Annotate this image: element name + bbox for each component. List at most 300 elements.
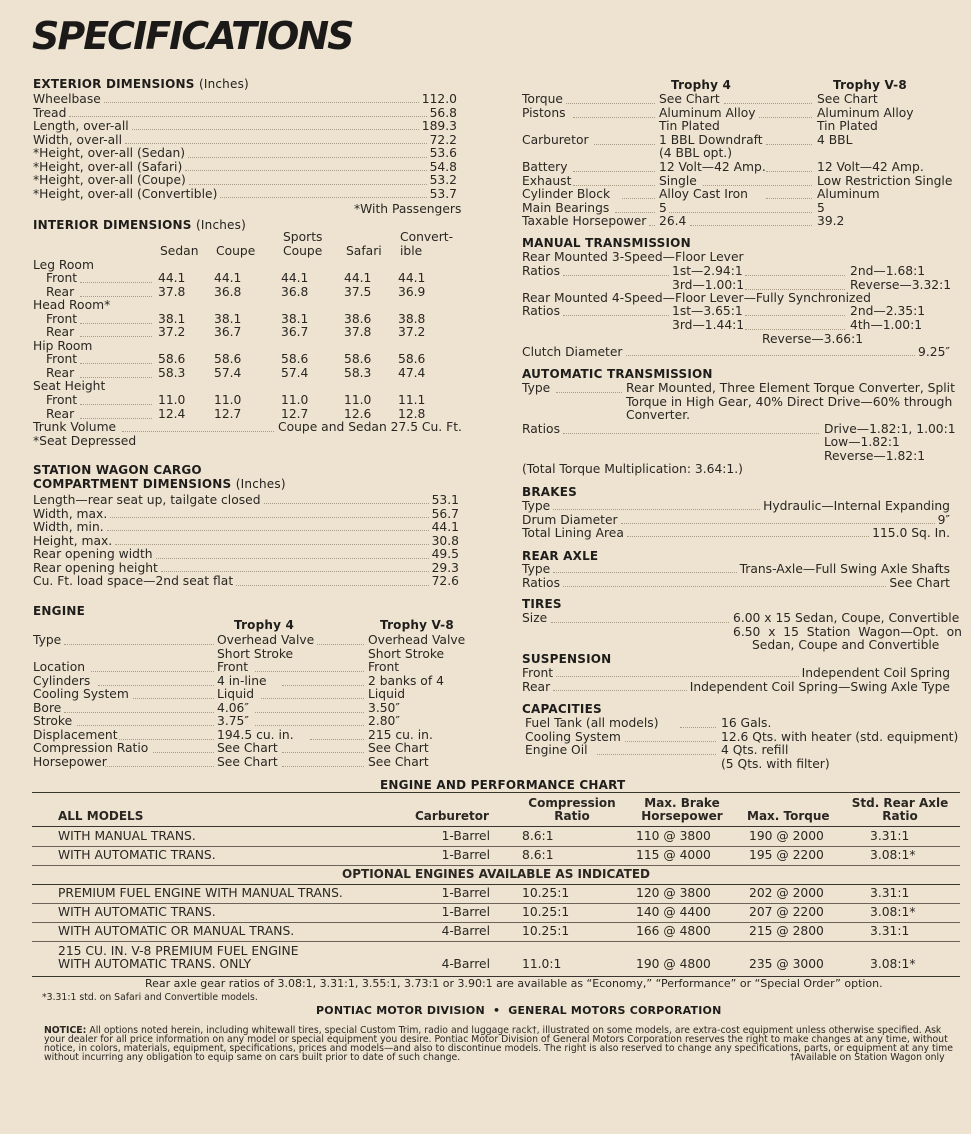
suspension-row-leader bbox=[556, 667, 799, 677]
chart-row bbox=[32, 827, 960, 846]
chart-row bbox=[32, 884, 960, 903]
right-engine-row-label: Torque bbox=[522, 92, 563, 106]
interior-cell: 37.8 bbox=[158, 284, 186, 299]
rear-axle-row-label: Ratios bbox=[522, 575, 560, 590]
interior-row-label: Front bbox=[46, 271, 78, 286]
right-engine-trophyv8-value: Tin Plated bbox=[817, 119, 878, 134]
right-engine-trophy4-value: 12 Volt—42 Amp. bbox=[659, 160, 766, 174]
engine-trophy4-value: Front bbox=[217, 660, 249, 675]
exterior-row-leader bbox=[132, 120, 419, 130]
interior-row-label: Rear bbox=[46, 406, 75, 421]
interior-cell: 11.0 bbox=[214, 393, 242, 407]
engine-leader bbox=[317, 644, 364, 645]
interior-heading: INTERIOR DIMENSIONS (Inches) bbox=[33, 218, 246, 232]
exterior-row bbox=[33, 161, 457, 174]
right-engine-row-label: Main Bearings bbox=[522, 200, 610, 215]
right-engine-trophy4-value: 1 BBL Downdraft bbox=[659, 132, 763, 147]
cargo-row-label: Rear opening height bbox=[33, 560, 158, 575]
right-engine-leader bbox=[759, 117, 812, 118]
notice-l4-right: †Available on Station Wagon only bbox=[790, 1052, 945, 1063]
interior-cell: 37.2 bbox=[398, 325, 426, 340]
chart-title: ENGINE AND PERFORMANCE CHART bbox=[380, 778, 626, 792]
manual-heading: MANUAL TRANSMISSION bbox=[522, 236, 691, 250]
exterior-row-label: Length, over-all bbox=[33, 119, 129, 134]
interior-leader bbox=[80, 323, 152, 324]
tires-heading: TIRES bbox=[522, 597, 562, 611]
clutch-diameter-row: Clutch Diameter 9.25″ bbox=[522, 345, 950, 359]
engine-leader bbox=[310, 739, 364, 740]
rear-axle-row-leader bbox=[563, 577, 886, 587]
interior-cell: 38.1 bbox=[214, 311, 242, 326]
chart-cell-torque: 202 @ 2000 bbox=[749, 886, 824, 900]
manual-r3-1st: 1st—2.94:1 bbox=[672, 264, 743, 278]
suspension-heading: SUSPENSION bbox=[522, 652, 612, 666]
capacity-value: 4 Qts. refill bbox=[721, 743, 789, 758]
right-engine-trophy4-value: 26.4 bbox=[659, 214, 687, 229]
exterior-row-value: 112.0 bbox=[421, 92, 457, 106]
right-engine-trophy4-value: (4 BBL opt.) bbox=[659, 146, 733, 161]
chart-header-compression: Compression Ratio bbox=[528, 796, 616, 823]
notice-l4: without incurring any obligation to equip same on cars built prior to date of such change. bbox=[44, 1052, 461, 1063]
interior-row-label: Rear bbox=[46, 325, 75, 340]
chart-cell-carb: 4-Barrel bbox=[441, 957, 490, 971]
chart-row-model: PREMIUM FUEL ENGINE WITH MANUAL TRANS. bbox=[58, 886, 343, 900]
interior-cell: 58.6 bbox=[281, 352, 309, 367]
right-engine-trophy4-value: Single bbox=[659, 173, 697, 188]
suspension-row-label: Front bbox=[522, 666, 554, 680]
right-engine-trophy4-value: 5 bbox=[659, 200, 667, 215]
manual-r4-rev: Reverse—3.66:1 bbox=[762, 332, 864, 346]
manual-r4-4th: 4th—1.00:1 bbox=[850, 318, 923, 332]
engine-row-label: Type bbox=[33, 633, 62, 647]
chart-cell-comp: 11.0:1 bbox=[522, 957, 562, 971]
right-engine-trophyv8-value: See Chart bbox=[817, 92, 878, 106]
engine-row-label: Location bbox=[33, 660, 86, 675]
cargo-row-label: Height, max. bbox=[33, 533, 113, 548]
interior-cell: 12.8 bbox=[398, 406, 426, 421]
interior-cell: 58.6 bbox=[214, 352, 242, 367]
capacity-value: 12.6 Qts. with heater (std. equipment) bbox=[721, 729, 959, 744]
interior-cell: 37.2 bbox=[158, 325, 186, 340]
chart-cell-hp: 120 @ 3800 bbox=[636, 886, 711, 900]
exterior-row-leader bbox=[69, 107, 426, 117]
exterior-row-label: Wheelbase bbox=[33, 92, 101, 106]
engine-trophy4-value: 3.75″ bbox=[217, 714, 249, 729]
interior-leader bbox=[80, 296, 152, 297]
chart-cell-axle: 3.08:1* bbox=[870, 848, 916, 862]
chart-cell-carb: 1-Barrel bbox=[441, 848, 490, 862]
interior-cell: 44.1 bbox=[398, 271, 426, 286]
chart-cell-comp: 8.6:1 bbox=[522, 829, 554, 843]
engine-row-label: Cylinders bbox=[33, 673, 91, 688]
manual-r4-3rd: 3rd—1.44:1 bbox=[672, 318, 745, 332]
tires-line-3: Sedan, Coupe and Convertible bbox=[752, 638, 940, 652]
interior-cell: 47.4 bbox=[398, 365, 426, 380]
engine-trophy4-value: 4.06″ bbox=[217, 700, 249, 715]
cargo-row-label: Width, min. bbox=[33, 520, 104, 535]
chart-cell-torque: 207 @ 2200 bbox=[749, 905, 824, 919]
chart-cell-hp: 166 @ 4800 bbox=[636, 924, 711, 938]
engine-trophy4-value: 194.5 cu. in. bbox=[217, 727, 294, 742]
interior-leader bbox=[80, 404, 152, 405]
interior-cell: 38.1 bbox=[281, 311, 309, 326]
right-engine-leader bbox=[703, 185, 812, 186]
manual-4speed: Rear Mounted 4-Speed—Floor Lever—Fully Synchronized bbox=[522, 291, 871, 305]
chart-cell-torque: 235 @ 3000 bbox=[749, 957, 824, 971]
chart-cell-comp: 8.6:1 bbox=[522, 848, 554, 862]
capacity-leader bbox=[597, 754, 716, 755]
chart-row-model: WITH AUTOMATIC TRANS. bbox=[58, 905, 216, 919]
exterior-row-label: Width, over-all bbox=[33, 132, 122, 147]
suspension-row bbox=[522, 667, 950, 680]
exterior-row-value: 54.8 bbox=[429, 159, 457, 174]
chart-footnote: *3.31:1 std. on Safari and Convertible models. bbox=[42, 992, 258, 1003]
chart-row bbox=[32, 846, 960, 865]
right-engine-trophy4-value: Aluminum Alloy bbox=[659, 105, 756, 120]
cargo-row-label: Length—rear seat up, tailgate closed bbox=[33, 493, 261, 507]
chart-cell-carb: 1-Barrel bbox=[441, 905, 490, 919]
brakes-heading: BRAKES bbox=[522, 485, 578, 499]
brakes-row-leader bbox=[553, 500, 760, 510]
cargo-row-value: 72.6 bbox=[431, 574, 459, 589]
rear-axle-row-label: Type bbox=[522, 562, 551, 576]
interior-cell: 44.1 bbox=[158, 271, 186, 286]
interior-cell: 11.0 bbox=[281, 393, 309, 407]
interior-cell: 36.8 bbox=[214, 284, 242, 299]
engine-leader bbox=[64, 712, 214, 713]
chart-header-carb: Carburetor bbox=[415, 809, 489, 823]
interior-group-label: Seat Height bbox=[33, 379, 106, 394]
engine-row-label: Compression Ratio bbox=[33, 741, 149, 756]
engine-row-label: Horsepower bbox=[33, 754, 107, 769]
interior-cell: 44.1 bbox=[344, 271, 372, 286]
interior-cell: 58.3 bbox=[158, 365, 186, 380]
tires-size-label: Size bbox=[522, 611, 548, 625]
capacity-label: Fuel Tank (all models) bbox=[525, 716, 659, 730]
engine-trophyv8-value: See Chart bbox=[368, 754, 429, 769]
interior-col-top: Sports bbox=[283, 230, 323, 244]
exterior-row bbox=[33, 107, 457, 120]
right-engine-leader bbox=[622, 198, 655, 199]
manual-ratios-label-2: Ratios bbox=[522, 304, 560, 318]
exterior-row bbox=[33, 174, 457, 187]
right-engine-trophy4-value: Alloy Cast Iron bbox=[659, 187, 748, 202]
automatic-ratios-label: Ratios bbox=[522, 422, 560, 436]
right-engine-trophyv8-value: Aluminum Alloy bbox=[817, 105, 914, 120]
engine-trophyv8-value: 3.50″ bbox=[368, 700, 400, 715]
engine-col-trophyv8: Trophy V-8 bbox=[380, 618, 454, 632]
page-title: SPECIFICATIONS bbox=[32, 14, 353, 58]
trunk-leader bbox=[122, 431, 274, 432]
brakes-row-label: Drum Diameter bbox=[522, 512, 618, 527]
capacity-leader bbox=[680, 727, 716, 728]
interior-cell: 11.0 bbox=[344, 393, 372, 407]
right-engine-leader bbox=[649, 225, 655, 226]
cargo-row-label: Cu. Ft. load space—2nd seat flat bbox=[33, 574, 234, 589]
engine-trophyv8-value: 2 banks of 4 bbox=[368, 673, 444, 688]
interior-col-header: Sedan bbox=[160, 244, 199, 258]
right-engine-trophy4-value: Tin Plated bbox=[659, 119, 720, 134]
brakes-row bbox=[522, 527, 950, 540]
cargo-row bbox=[33, 508, 459, 521]
right-engine-trophyv8-value: Aluminum bbox=[817, 187, 880, 202]
chart-row-model-line1: 215 CU. IN. V-8 PREMIUM FUEL ENGINE bbox=[58, 944, 299, 958]
interior-col-header: Safari bbox=[346, 244, 382, 258]
interior-row-label: Front bbox=[46, 352, 78, 367]
rear-axle-heading: REAR AXLE bbox=[522, 549, 599, 563]
exterior-row bbox=[33, 188, 457, 201]
division-line: PONTIAC MOTOR DIVISION • GENERAL MOTORS CORPORATION bbox=[316, 1004, 722, 1017]
exterior-row bbox=[33, 93, 457, 106]
right-engine-row-label: Battery bbox=[522, 160, 568, 174]
interior-cell: 58.6 bbox=[158, 352, 186, 367]
interior-leader bbox=[80, 282, 152, 283]
interior-cell: 58.3 bbox=[344, 365, 372, 380]
cargo-row-leader bbox=[107, 521, 429, 531]
right-engine-row-label: Exhaust bbox=[522, 173, 572, 188]
chart-row-model: WITH MANUAL TRANS. bbox=[58, 829, 196, 843]
chart-cell-hp: 190 @ 4800 bbox=[636, 957, 711, 971]
engine-trophyv8-value: Front bbox=[368, 660, 400, 675]
chart-cell-hp: 110 @ 3800 bbox=[636, 829, 711, 843]
exterior-row-label: *Height, over-all (Convertible) bbox=[33, 186, 218, 201]
engine-trophyv8-value: 215 cu. in. bbox=[368, 727, 433, 742]
suspension-row-leader bbox=[553, 681, 687, 691]
capacity-value: 16 Gals. bbox=[721, 716, 772, 730]
exterior-row bbox=[33, 134, 457, 147]
interior-cell: 12.4 bbox=[158, 406, 186, 421]
exterior-heading: EXTERIOR DIMENSIONS (Inches) bbox=[33, 77, 249, 91]
chart-cell-torque: 190 @ 2000 bbox=[749, 829, 824, 843]
exterior-row-leader bbox=[220, 188, 426, 198]
automatic-r3: Reverse—1.82:1 bbox=[824, 449, 926, 463]
chart-optional-heading: OPTIONAL ENGINES AVAILABLE AS INDICATED bbox=[342, 867, 650, 881]
manual-ratios-label: Ratios bbox=[522, 264, 560, 278]
interior-cell: 11.0 bbox=[158, 393, 186, 407]
engine-trophy4-value: 4 in-line bbox=[217, 673, 267, 688]
exterior-row bbox=[33, 147, 457, 160]
engine-leader bbox=[282, 766, 364, 767]
automatic-type-l1: Rear Mounted, Three Element Torque Converter, Split bbox=[626, 381, 955, 395]
chart-header-models: ALL MODELS bbox=[58, 809, 144, 823]
right-engine-col-trophy4: Trophy 4 bbox=[671, 78, 732, 92]
right-engine-trophyv8-value: 12 Volt—42 Amp. bbox=[817, 160, 924, 174]
engine-leader bbox=[133, 698, 214, 699]
exterior-row-leader bbox=[189, 174, 427, 184]
cargo-row bbox=[33, 521, 459, 534]
engine-trophy4-value: Liquid bbox=[217, 687, 255, 702]
interior-cell: 38.8 bbox=[398, 311, 426, 326]
engine-trophy4-value: Short Stroke bbox=[217, 646, 294, 661]
right-engine-leader bbox=[766, 198, 813, 199]
suspension-row bbox=[522, 681, 950, 694]
interior-cell: 58.6 bbox=[344, 352, 372, 367]
exterior-row-value: 189.3 bbox=[421, 119, 457, 134]
interior-cell: 57.4 bbox=[281, 365, 309, 380]
interior-cell: 58.6 bbox=[398, 352, 426, 367]
exterior-row-leader bbox=[104, 93, 419, 103]
interior-cell: 12.7 bbox=[214, 406, 242, 421]
interior-col-header: Coupe bbox=[283, 244, 323, 258]
right-engine-leader bbox=[766, 171, 813, 172]
engine-trophyv8-value: See Chart bbox=[368, 741, 429, 756]
automatic-note: (Total Torque Multiplication: 3.64:1.) bbox=[522, 462, 743, 476]
engine-row-label: Bore bbox=[33, 700, 62, 715]
cargo-row-leader bbox=[161, 562, 429, 572]
exterior-row-leader bbox=[185, 161, 426, 171]
interior-leader bbox=[80, 363, 152, 364]
exterior-row-value: 53.2 bbox=[429, 173, 457, 188]
engine-leader bbox=[153, 752, 214, 753]
right-engine-row-label: Cylinder Block bbox=[522, 187, 611, 202]
right-engine-leader bbox=[573, 185, 655, 186]
automatic-r2: Low—1.82:1 bbox=[824, 435, 900, 449]
capacity-leader bbox=[625, 741, 716, 742]
chart-cell-carb: 1-Barrel bbox=[441, 829, 490, 843]
brakes-row-label: Total Lining Area bbox=[522, 526, 624, 541]
exterior-row bbox=[33, 120, 457, 133]
brakes-row bbox=[522, 500, 950, 513]
exterior-row-label: *Height, over-all (Safari) bbox=[33, 159, 183, 174]
right-engine-leader bbox=[566, 103, 655, 104]
interior-col-header: ible bbox=[400, 244, 423, 258]
interior-note: *Seat Depressed bbox=[33, 433, 137, 448]
trunk-volume-label: Trunk Volume bbox=[33, 420, 117, 435]
right-engine-leader bbox=[690, 225, 812, 226]
engine-col-trophy4: Trophy 4 bbox=[234, 618, 295, 632]
cargo-heading-1: STATION WAGON CARGO bbox=[33, 463, 202, 477]
engine-leader bbox=[77, 725, 214, 726]
rear-axle-row bbox=[522, 577, 950, 590]
chart-header-axle: Std. Rear Axle Ratio bbox=[851, 796, 949, 823]
chart-cell-carb: 4-Barrel bbox=[441, 924, 490, 938]
interior-cell: 11.1 bbox=[398, 393, 426, 407]
automatic-type-l2: Torque in High Gear, 40% Direct Drive—60% through bbox=[626, 395, 953, 409]
right-engine-col-trophyv8: Trophy V-8 bbox=[833, 78, 907, 92]
engine-leader bbox=[64, 644, 214, 645]
exterior-row-value: 53.6 bbox=[429, 146, 457, 161]
interior-cell: 36.7 bbox=[281, 325, 309, 340]
automatic-type-label: Type bbox=[522, 381, 551, 395]
engine-heading: ENGINE bbox=[33, 604, 85, 618]
interior-cell: 37.8 bbox=[344, 325, 372, 340]
engine-trophyv8-value: Short Stroke bbox=[368, 646, 445, 661]
interior-cell: 44.1 bbox=[281, 271, 309, 286]
exterior-row-label: *Height, over-all (Sedan) bbox=[33, 146, 186, 161]
interior-row-label: Front bbox=[46, 311, 78, 326]
chart-cell-axle: 3.31:1 bbox=[870, 829, 910, 843]
brakes-row-value: 115.0 Sq. In. bbox=[872, 526, 950, 541]
right-engine-trophy4-value: See Chart bbox=[659, 92, 720, 106]
chart-row-model: WITH AUTOMATIC TRANS. bbox=[58, 848, 216, 862]
engine-leader bbox=[255, 712, 365, 713]
engine-leader bbox=[282, 752, 364, 753]
right-engine-leader bbox=[669, 212, 812, 213]
rear-axle-row bbox=[522, 563, 950, 576]
manual-r4-1st: 1st—3.65:1 bbox=[672, 304, 743, 318]
right-engine-trophyv8-value: 4 BBL bbox=[817, 132, 853, 147]
chart-row bbox=[32, 941, 960, 975]
cargo-row bbox=[33, 535, 459, 548]
chart-cell-torque: 215 @ 2800 bbox=[749, 924, 824, 938]
capacity-label: Cooling System bbox=[525, 729, 621, 744]
chart-cell-carb: 1-Barrel bbox=[441, 886, 490, 900]
brakes-row-leader bbox=[621, 514, 935, 524]
right-engine-leader bbox=[573, 171, 655, 172]
interior-cell: 12.6 bbox=[344, 406, 372, 421]
interior-cell: 36.8 bbox=[281, 284, 309, 299]
engine-leader bbox=[98, 685, 214, 686]
brakes-row-value: Hydraulic—Internal Expanding bbox=[763, 499, 950, 513]
interior-group-label: Leg Room bbox=[33, 257, 94, 272]
tires-line-1: 6.00 x 15 Sedan, Coupe, Convertible bbox=[733, 611, 960, 625]
cargo-heading-2: COMPARTMENT DIMENSIONS (Inches) bbox=[33, 477, 286, 491]
manual-r3-3rd: 3rd—1.00:1 bbox=[672, 278, 745, 292]
cargo-row bbox=[33, 575, 459, 588]
engine-trophy4-value: See Chart bbox=[217, 754, 278, 769]
rear-axle-row-value: See Chart bbox=[889, 575, 950, 590]
rear-axle-row-leader bbox=[553, 563, 736, 573]
chart-row-model: WITH AUTOMATIC OR MANUAL TRANS. bbox=[58, 924, 295, 938]
manual-r3-rev: Reverse—3.32:1 bbox=[850, 278, 952, 292]
interior-group-label: Head Room* bbox=[33, 298, 111, 313]
chart-cell-axle: 3.31:1 bbox=[870, 924, 910, 938]
capacity-value: (5 Qts. with filter) bbox=[721, 756, 830, 771]
rear-axle-row-value: Trans-Axle—Full Swing Axle Shafts bbox=[739, 562, 950, 576]
notice-l3: notice, in colors, materials, equipment, specifications, prices and models—and also to discontinue models. The right is also reserved to change any specifications, parts, or equipment at any time bbox=[44, 1043, 953, 1054]
cargo-row-value: 29.3 bbox=[431, 560, 459, 575]
brakes-row bbox=[522, 514, 950, 527]
manual-3speed: Rear Mounted 3-Speed—Floor Lever bbox=[522, 250, 744, 264]
engine-trophyv8-value: Liquid bbox=[368, 687, 406, 702]
chart-cell-torque: 195 @ 2200 bbox=[749, 848, 824, 862]
cargo-row-label: Width, max. bbox=[33, 506, 108, 521]
cargo-row-leader bbox=[115, 535, 428, 545]
right-engine-leader bbox=[573, 117, 655, 118]
right-engine-leader bbox=[615, 212, 655, 213]
cargo-row-value: 49.5 bbox=[431, 547, 459, 562]
chart-cell-axle: 3.08:1* bbox=[870, 905, 916, 919]
exterior-row-label: *Height, over-all (Coupe) bbox=[33, 173, 186, 188]
right-engine-trophyv8-value: Low Restriction Single bbox=[817, 173, 953, 188]
right-engine-trophyv8-value: 5 bbox=[817, 200, 825, 215]
engine-trophy4-value: See Chart bbox=[217, 741, 278, 756]
interior-cell: 38.1 bbox=[158, 311, 186, 326]
chart-cell-axle: 3.08:1* bbox=[870, 957, 916, 971]
right-engine-row-label: Carburetor bbox=[522, 132, 589, 147]
interior-leader bbox=[80, 418, 152, 419]
tires-line-2: 6.50 x 15 Station Wagon—Opt. on bbox=[733, 625, 962, 639]
suspension-row-value: Independent Coil Spring—Swing Axle Type bbox=[689, 679, 950, 694]
cargo-row-leader bbox=[110, 508, 428, 518]
interior-col-header: Coupe bbox=[216, 244, 256, 258]
interior-cell: 36.7 bbox=[214, 325, 242, 340]
interior-row-label: Rear bbox=[46, 365, 75, 380]
right-engine-leader bbox=[594, 144, 655, 145]
manual-r3-2nd: 2nd—1.68:1 bbox=[850, 264, 926, 278]
engine-trophy4-value: Overhead Valve bbox=[217, 633, 315, 647]
cargo-row-value: 30.8 bbox=[431, 533, 459, 548]
brakes-row-leader bbox=[627, 527, 869, 537]
interior-cell: 57.4 bbox=[214, 365, 242, 380]
capacity-label: Engine Oil bbox=[525, 743, 588, 758]
chart-cell-axle: 3.31:1 bbox=[870, 886, 910, 900]
engine-row-label: Stroke bbox=[33, 714, 73, 729]
interior-col-top: Convert- bbox=[400, 230, 454, 244]
interior-cell: 12.7 bbox=[281, 406, 309, 421]
interior-cell: 37.5 bbox=[344, 284, 372, 299]
right-engine-leader bbox=[724, 103, 812, 104]
